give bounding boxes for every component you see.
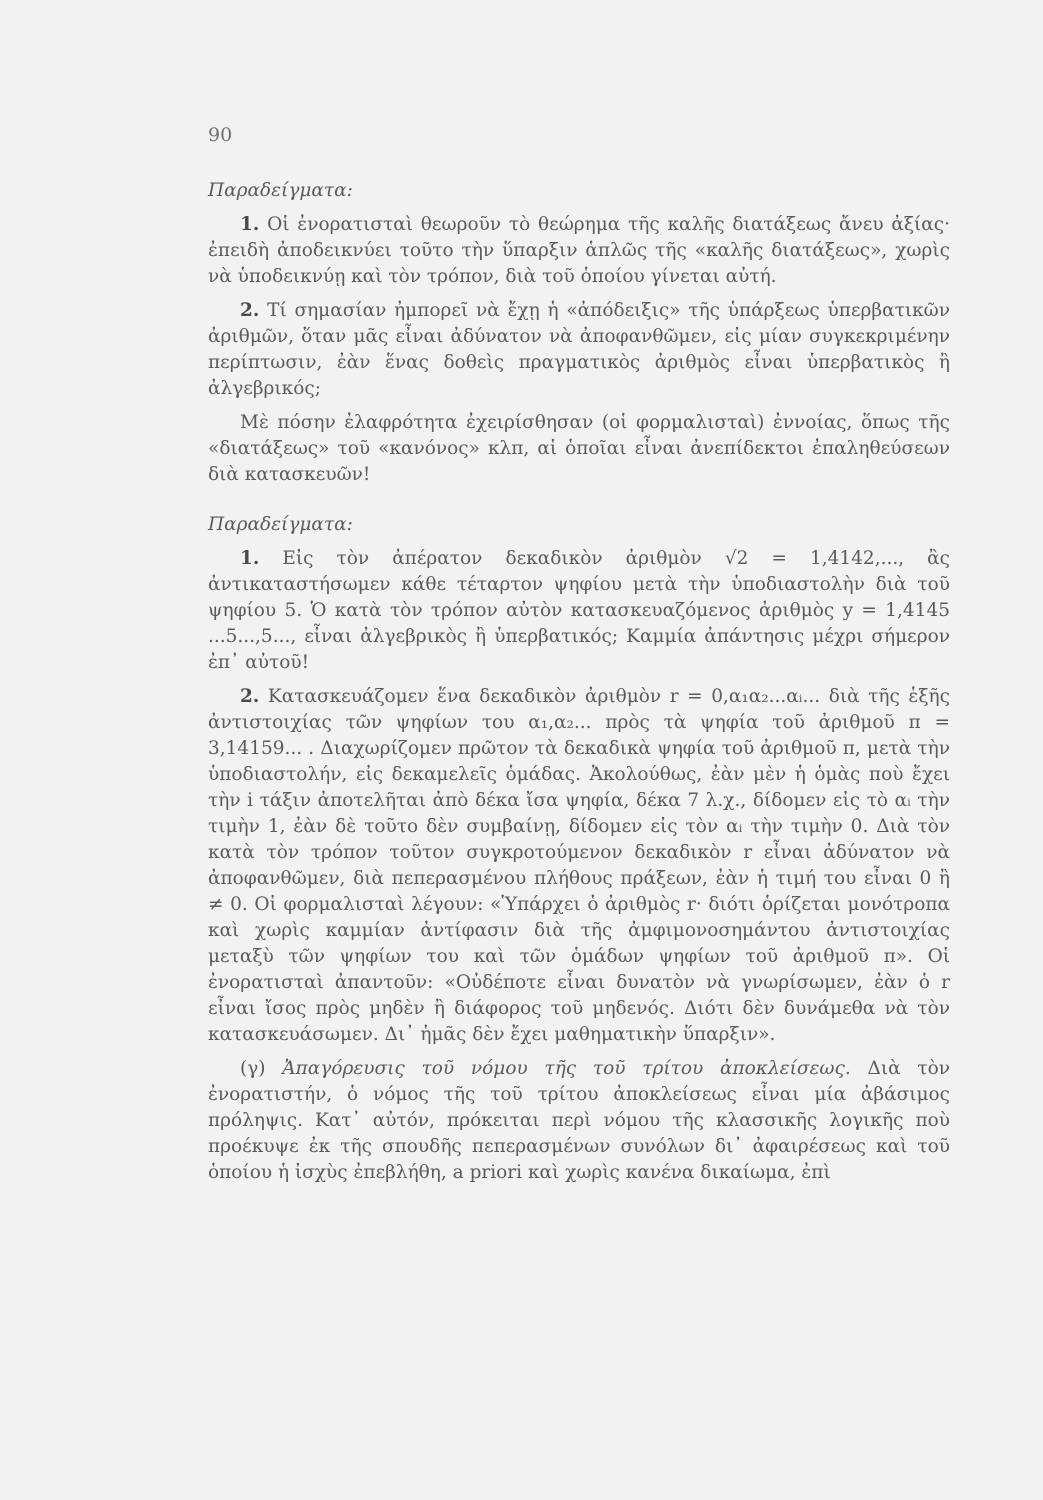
item-number: 1. bbox=[240, 548, 260, 569]
paragraph-text: Κατασκευάζομεν ἕνα δεκαδικὸν ἀριθμὸν r = 0,α₁α₂...αᵢ... διὰ τῆς ἑξῆς ἀντιστοιχίας τῶν ψηφίων του α₁,α₂... πρὸς τὰ ψηφία τοῦ ἀριθμοῦ π = 3,14159... . Διαχωρίζομεν πρῶτον τὰ δεκαδικὰ ψηφία τοῦ ἀριθμοῦ π, μετὰ τὴν ὑποδιαστολήν, εἰς δεκαμελεῖς ὁμάδας. Ἀκολούθως, ἐὰν μὲν ἡ ὁμὰς ποὺ ἔχει τὴν i τάξιν ἀποτελῆται ἀπὸ δέκα ἴσα ψηφία, δέκα 7 λ.χ., δίδομεν εἰς τὸ αᵢ τὴν τιμὴν 1, ἐὰν δὲ τοῦτο δὲν συμβαίνῃ, δίδομεν εἰς τὸν αᵢ τὴν τιμὴν 0. Διὰ τὸν κατὰ τὸν τρόπον τοῦτον συγκροτούμενον δεκαδικὸν r εἶναι ἀδύνατον νὰ ἀποφανθῶμεν, διὰ πεπερασμένου πλήθους πράξεων, ἐὰν ἡ τιμή του εἶναι 0 ἢ ≠ 0. Οἱ φορμαλισταὶ λέγουν: «Ὑπάρχει ὁ ἀριθμὸς r· διότι ὁρίζεται μονότροπα καὶ χωρὶς καμμίαν ἀντίφασιν διὰ τῆς ἀμφιμονοσημάντου ἀντιστοιχίας μεταξὺ τῶν ψηφίων του καὶ τῶν ὁμάδων ψηφίων τοῦ ἀριθμοῦ π». Οἱ ἐνορατισταὶ ἀπαντοῦν: «Οὐδέποτε εἶναι δυνατὸν νὰ γνωρίσωμεν, ἐὰν ὁ r εἶναι ἴσος πρὸς μηδὲν ἢ διάφορος τοῦ μηδενός. Διότι δὲν δυνάμεθα νὰ τὸν κατασκευάσωμεν. Δι᾽ ἡμᾶς δὲν ἔχει μαθηματικὴν ὕπαρξιν». bbox=[208, 686, 950, 1045]
numbered-paragraph bbox=[208, 298, 950, 402]
paragraph-text: Τί σημασίαν ἠμπορεῖ νὰ ἔχῃ ἡ «ἀπόδειξις» τῆς ὑπάρξεως ὑπερβατικῶν ἀριθμῶν, ὅταν μᾶς εἶναι ἀδύνατον νὰ ἀποφανθῶμεν, εἰς μίαν συγκεκριμένην περίπτωσιν, ἐὰν ἕνας δοθεὶς πραγματικὸς ἀριθμὸς εἶναι ὑπερβατικὸς ἢ ἀλγεβρικός; bbox=[208, 300, 950, 399]
numbered-paragraph bbox=[208, 212, 950, 290]
page-number: 90 bbox=[208, 124, 233, 146]
item-number: 2. bbox=[240, 300, 260, 321]
body-text bbox=[208, 178, 950, 1194]
paragraph-text: Εἰς τὸν ἀπέρατον δεκαδικὸν ἀριθμὸν √2 = 1,4142,..., ἂς ἀντικαταστήσωμεν κάθε τέταρτον ψηφίου μετὰ τὴν ὑποδιαστολὴν διὰ τοῦ ψηφίου 5. Ὁ κατὰ τὸν τρόπον αὐτὸν κατασκευαζόμενος ἀριθμὸς y = 1,4145 ...5...,5..., εἶναι ἀλγεβρικὸς ἢ ὑπερβατικός; Καμμία ἀπάντησις μέχρι σήμερον ἐπ᾽ αὐτοῦ! bbox=[208, 548, 950, 673]
paragraph-text: Οἱ ἐνορατισταὶ θεωροῦν τὸ θεώρημα τῆς καλῆς διατάξεως ἄνευ ἀξίας· ἐπειδὴ ἀποδεικνύει τοῦτο τὴν ὕπαρξιν ἁπλῶς τῆς «καλῆς διατάξεως», χωρὶς νὰ ὑποδεικνύῃ καὶ τὸν τρόπον, διὰ τοῦ ὁποίου γίνεται αὐτή. bbox=[208, 214, 950, 287]
section-title: Ἀπαγόρευσις τοῦ νόμου τῆς τοῦ τρίτου ἀποκλείσεως. bbox=[282, 1058, 851, 1079]
numbered-paragraph bbox=[208, 546, 950, 676]
examples-heading: Παραδείγματα: bbox=[208, 514, 353, 535]
spacer bbox=[208, 496, 950, 512]
numbered-paragraph bbox=[208, 684, 950, 1048]
item-number: 2. bbox=[240, 686, 260, 707]
examples-heading: Παραδείγματα: bbox=[208, 180, 353, 201]
paragraph-text: Διὰ τὸν ἐνορατιστήν, ὁ νόμος τῆς τοῦ τρίτου ἀποκλείσεως εἶναι μία ἀβάσιμος πρόληψις. Κατ᾽ αὐτόν, πρόκειται περὶ νόμου τῆς κλασσικῆς λογικῆς ποὺ προέκυψε ἐκ τῆς σπουδῆς πεπερασμένων συνόλων δι᾽ ἀφαιρέσεως καὶ τοῦ ὁποίου ἡ ἰσχὺς ἐπεβλήθη, a priori καὶ χωρὶς κανένα δικαίωμα, ἐπὶ bbox=[208, 1058, 950, 1183]
section-label: (γ) bbox=[240, 1058, 266, 1079]
section-paragraph bbox=[208, 1056, 950, 1186]
paragraph: Μὲ πόσην ἐλαφρότητα ἐχειρίσθησαν (οἱ φορμαλισταὶ) ἐννοίας, ὅπως τῆς «διατάξεως» τοῦ «κανόνος» κλπ, αἱ ὁποῖαι εἶναι ἀνεπίδεκτοι ἐπαληθεύσεων διὰ κατασκευῶν! bbox=[208, 412, 950, 485]
item-number: 1. bbox=[240, 214, 260, 235]
